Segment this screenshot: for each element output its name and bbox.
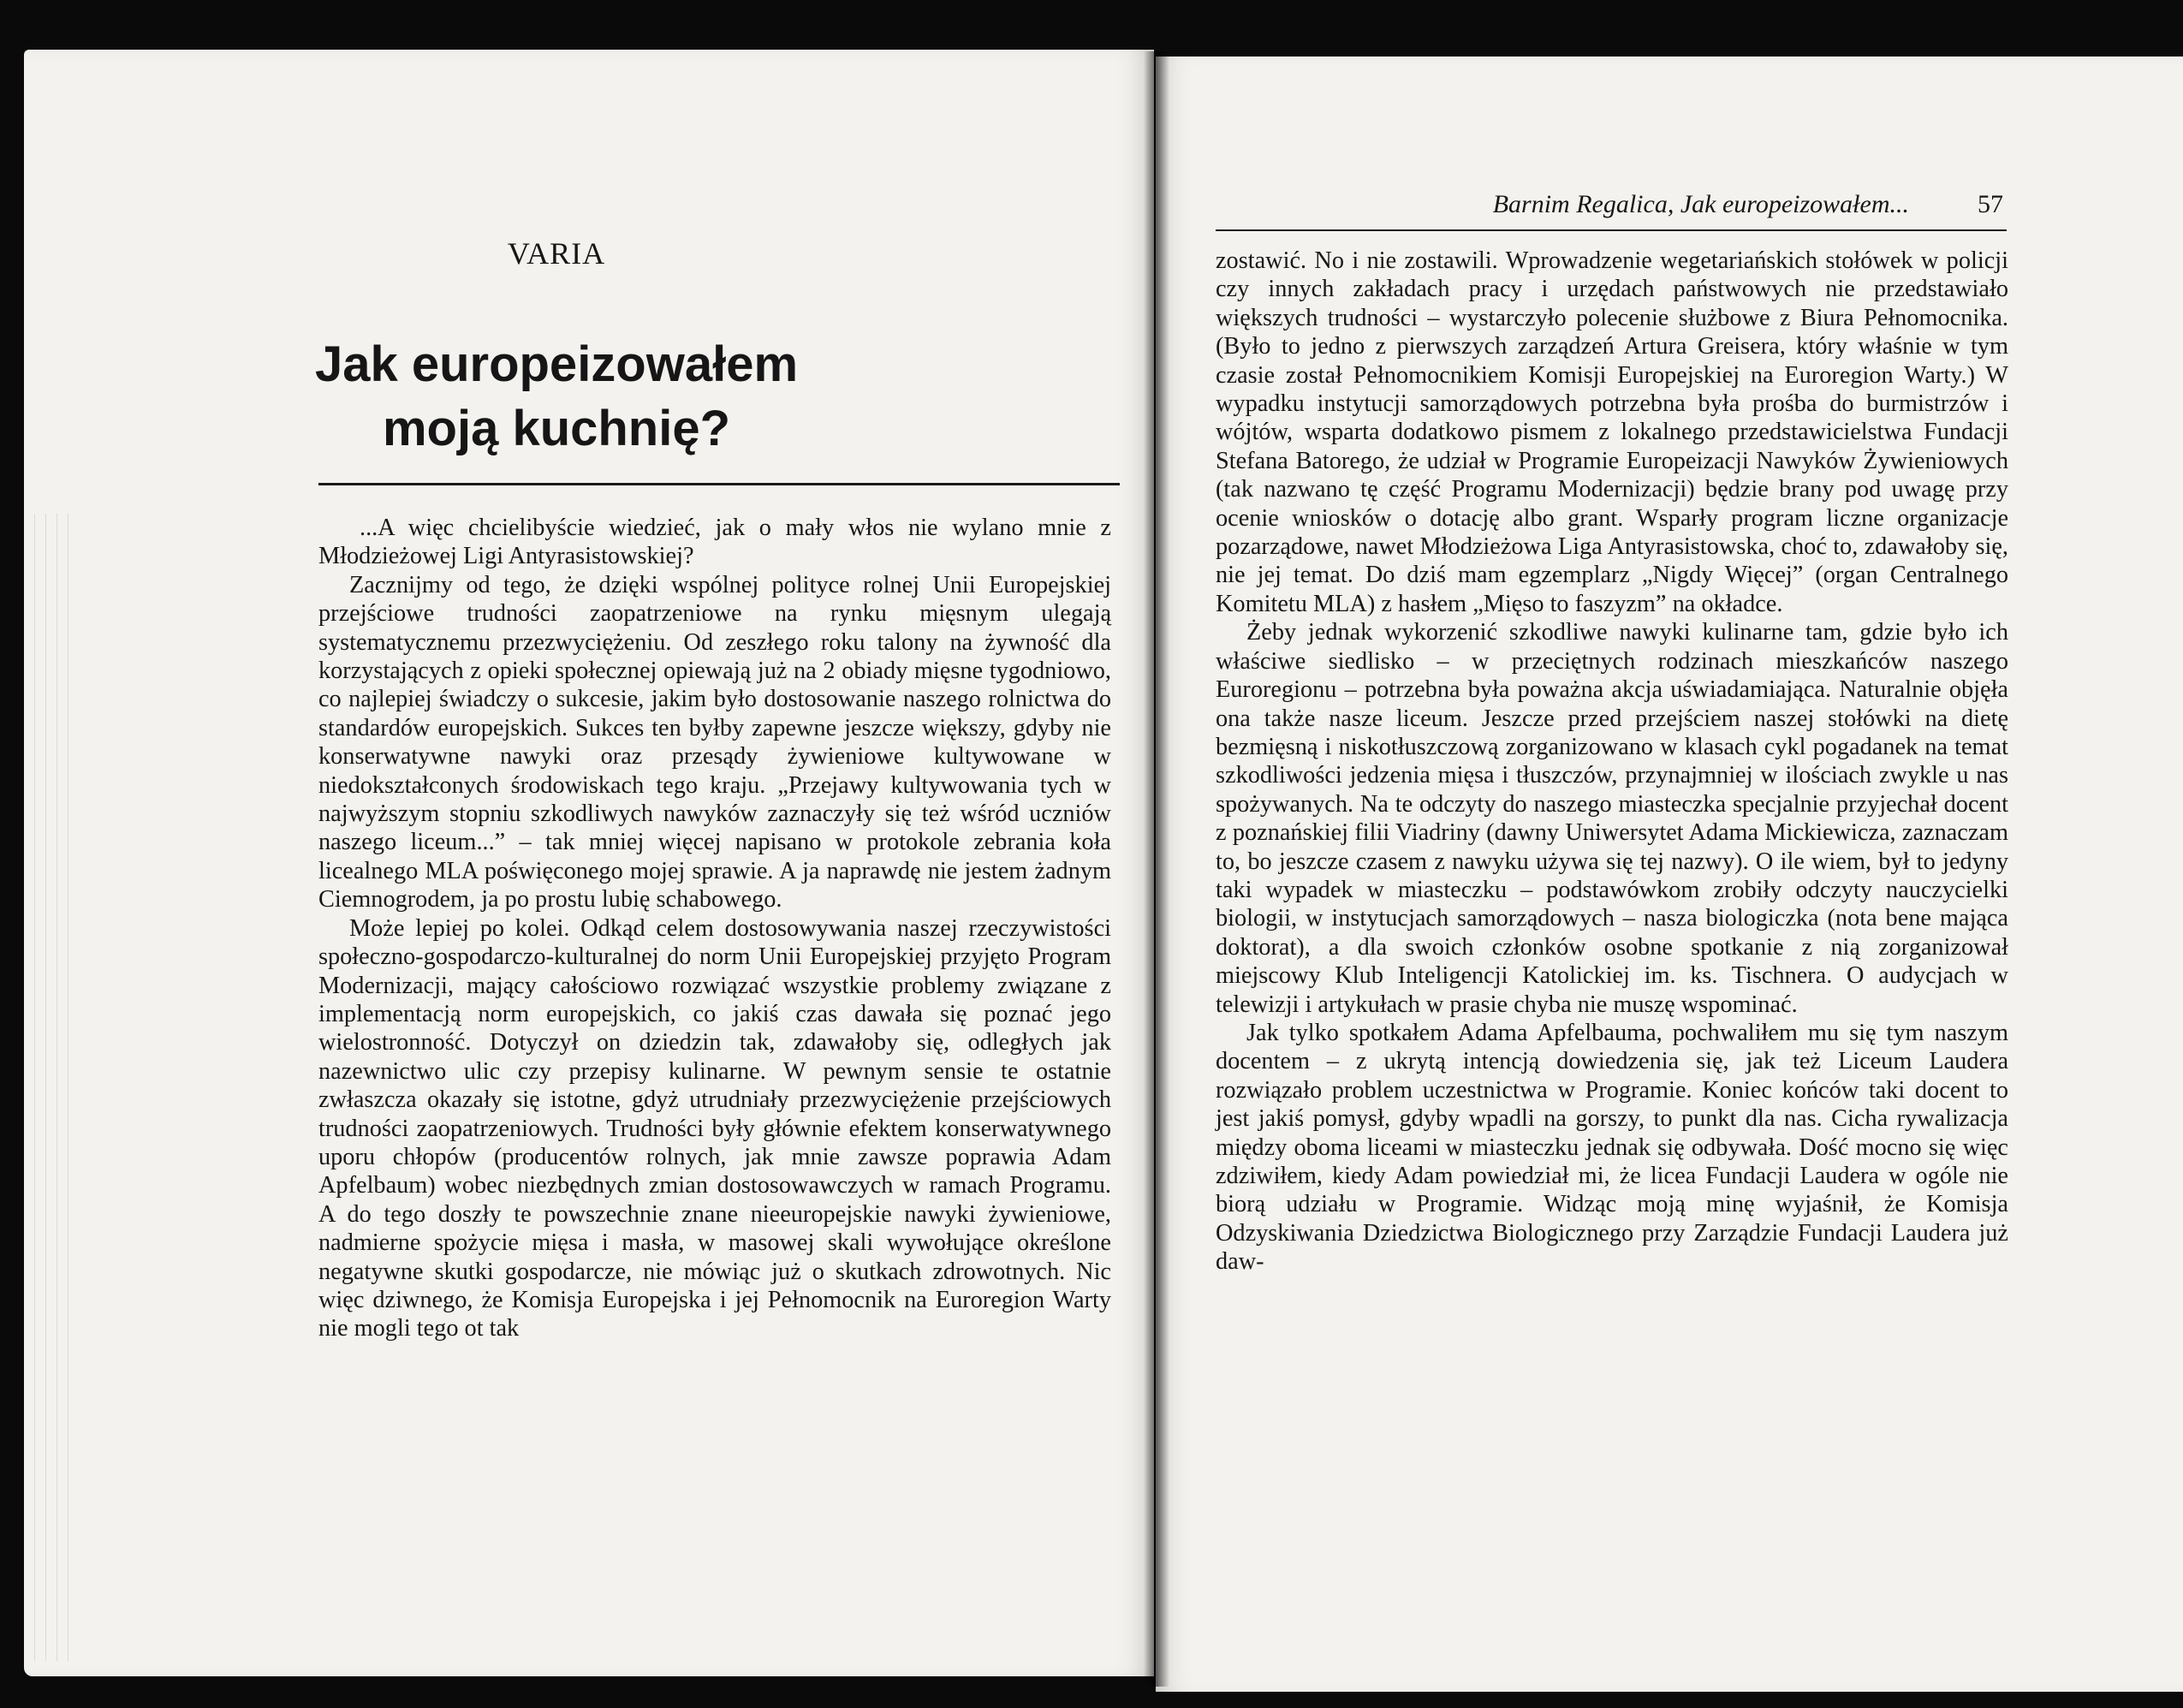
title-line-1: Jak europeizowałem: [314, 336, 799, 392]
header-divider: [1216, 229, 2007, 231]
page-number: 57: [1978, 190, 2003, 218]
paragraph: Zacznijmy od tego, że dzięki wspólnej polityce rolnej Unii Europejskiej przejściowe trudności zaopatrzeniowe na rynku mięsnym ulegają systematycznemu przezwyciężeniu. Od zeszłego roku talony na żywność dla korzystających z opieki społecznej opiewają już na 2 obiady mięsne tygodniowo, co najlepiej świadczy o sukcesie, jakim było dostosowanie naszego rolnictwa do standardów europejskich. Sukces ten byłby zapewne jeszcze większy, gdyby nie konserwatywne nawyki oraz przesądy żywieniowe kultywowane w niedokształconych środowiskach tego kraju. „Przejawy kultywowania tych w najwyższym stopniu szkodliwych nawyków zaznaczyły się też wśród uczniów naszego liceum...” – tak mniej więcej napisano w protokole zebrania koła licealnego MLA poświęconego mojej sprawie. A ja naprawdę nie jestem żadnym Ciemnogrodem, ja po prostu lubię schabowego.: [318, 571, 1111, 914]
article-title: [308, 332, 805, 461]
paragraph: ...A więc chcielibyście wiedzieć, jak o mały włos nie wylano mnie z Młodzieżowej Ligi Antyrasistowskiej?: [318, 515, 1111, 570]
running-title: Barnim Regalica, Jak europeizowałem...: [1492, 190, 1909, 218]
paragraph: Jak tylko spotkałem Adama Apfelbauma, pochwaliłem mu się tym naszym docentem – z ukrytą intencją dowiedzenia się, jak też Liceum Laudera rozwiązało problem uczestnictwa w Programie. Koniec końców taki docent to jest jakiś pomysł, gdyby wpadli na gorszy, to punkt dla nas. Cicha rywalizacja między oboma liceami w miasteczku jednak się odbywała. Dość mocno się więc zdziwiłem, kiedy Adam powiedział mi, że licea Fundacji Laudera w ogóle nie biorą udziału w Programie. Widząc moją minę wyjaśnił, że Komisja Odzyskiwania Dziedzictwa Biologicznego przy Zarządzie Fundacji Laudera już daw-: [1216, 1019, 2008, 1276]
title-divider: [318, 483, 1120, 485]
book-spine: [1144, 51, 1169, 1687]
title-line-2: moją kuchnię?: [382, 401, 731, 456]
section-label: VARIA: [507, 236, 606, 271]
left-text-column: [318, 514, 1111, 1343]
paragraph: Może lepiej po kolei. Odkąd celem dostosowywania naszej rzeczywistości społeczno-gospodarczo-kulturalnej do norm Unii Europejskiej przyjęto Program Modernizacji, mający całościowo rozwiązać wszystkie problemy związane z implementacją norm europejskich, co jakiś czas dawała się poznać jego wielostronność. Dotyczył on dziedzin tak, zdawałoby się, odległych jak nazewnictwo ulic czy przepisy kulinarne. W pewnym sensie te ostatnie zwłaszcza okazały się istotne, gdyż utrudniały przezwyciężenie przejściowych trudności zaopatrzeniowych. Trudności były głównie efektem konserwatywnego uporu chłopów (producentów rolnych, jak mnie zawsze poprawia Adam Apfelbaum) wobec niezbędnych zmian dostosowawczych w ramach Programu. A do tego doszły te powszechnie znane nieeuropejskie nawyki żywieniowe, nadmierne spożycie mięsa i masła, w masowej skali wywołujące określone negatywne skutki gospodarcze, nie mówiąc już o skutkach zdrowotnych. Nic więc dziwnego, że Komisja Europejska i jej Pełnomocnik na Euroregion Warty nie mogli tego ot tak: [318, 914, 1111, 1342]
right-text-column: [1216, 247, 2008, 1277]
page-edges: [29, 514, 72, 1661]
paragraph: zostawić. No i nie zostawili. Wprowadzenie wegetariańskich stołówek w policji czy innych zakładach pracy i urzędach państwowych nie przedstawiało większych trudności – wystarczyło polecenie służbowe z Biura Pełnomocnika. (Było to jedno z pierwszych zarządzeń Artura Greisera, który właśnie w tym czasie został Pełnomocnikiem Komisji Europejskiej na Euroregion Warty.) W wypadku instytucji samorządowych potrzebna była prośba do burmistrzów i wójtów, wsparta dodatkowo pismem z lokalnego przedstawicielstwa Fundacji Stefana Batorego, że udział w Programie Europeizacji Nawyków Żywieniowych (tak nazwano tę część Programu Modernizacji) będzie brany pod uwagę przy ocenie wniosków o dotację albo grant. Wsparły program liczne organizacje pozarządowe, nawet Młodzieżowa Liga Antyrasistowska, choć to, zdawałoby się, nie jej temat. Do dziś mam egzemplarz „Nigdy Więcej” (organ Centralnego Komitetu MLA) z hasłem „Mięso to faszyzm” na okładce.: [1216, 247, 2008, 617]
running-header: [1216, 190, 2003, 224]
paragraph: Żeby jednak wykorzenić szkodliwe nawyki kulinarne tam, gdzie było ich właściwe siedlisko – w przeciętnych rodzinach mieszkańców naszego Euroregionu – potrzebna była poważna akcja uświadamiająca. Naturalnie objęła ona także nasze liceum. Jeszcze przed przejściem naszej stołówki na dietę bezmięsną i niskotłuszczową zorganizowano w klasach cykl pogadanek na temat szkodliwości jedzenia mięsa i tłuszczów, przynajmniej w ilościach zwykle u nas spożywanych. Na te odczyty do naszego miasteczka specjalnie przyjechał docent z poznańskiej filii Viadriny (dawny Uniwersytet Adama Mickiewicza, zaznaczam to, bo jeszcze czasem z nawyku używa się tej nazwy). O ile wiem, był to jedyny taki wypadek w miasteczku – podstawówkom zrobiły odczyty nauczycielki biologii, w instytucjach samorządowych – nasza biologiczka (nota bene mająca doktorat), a dla swoich członków osobne spotkanie z nią zorganizował miejscowy Klub Inteligencji Katolickiej im. ks. Tischnera. O audycjach w telewizji i artykułach w prasie chyba nie muszę wspominać.: [1216, 619, 2008, 1018]
